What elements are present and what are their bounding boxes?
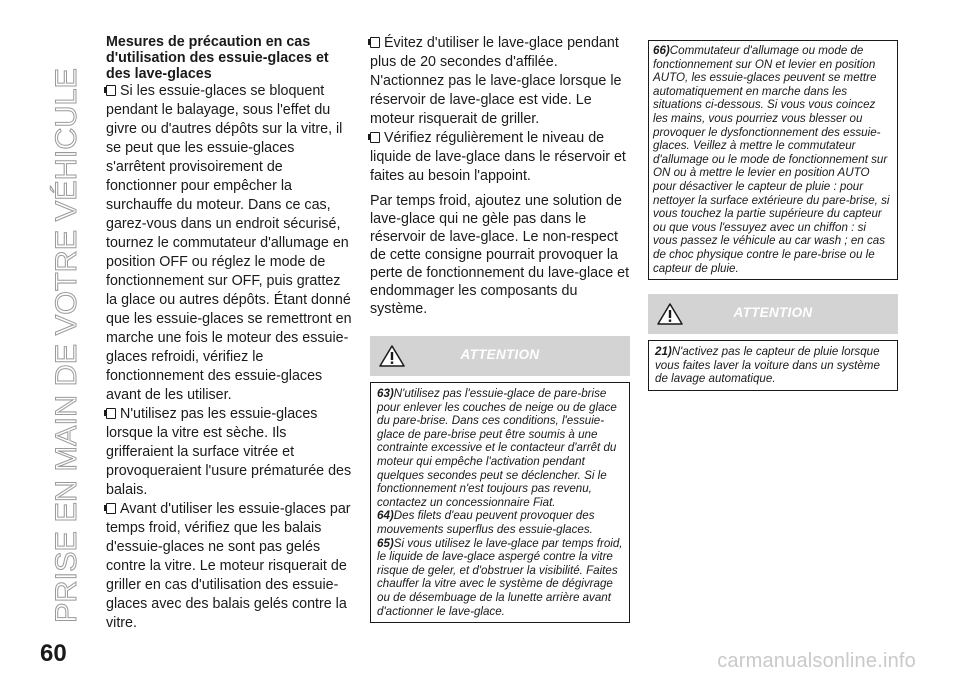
column-3 <box>648 40 898 391</box>
attention-header <box>370 336 630 376</box>
paragraph-5: Vérifiez régulièrement le niveau de liquide de lave-glace dans le réservoir et faites au besoin l'appoint. <box>370 130 626 184</box>
section-heading: Mesures de précaution en cas d'utilisation des essuie-glaces et des lave-glaces <box>106 34 329 82</box>
bullet-icon <box>106 85 116 96</box>
note-21: 21)N'activez pas le capteur de pluie lorsque vous faites laver la voiture dans un système de lavage automatique. <box>655 345 880 386</box>
watermark: carmanualsonline.info <box>717 650 916 672</box>
note-66: 66)Commutateur d'allumage ou mode de fonctionnement sur ON et levier en position AUTO, les essuie-glaces peuvent se mettre automatiquement en marche dans les situations ci-dessous. Si vous vous coincez les mains, vous pourriez vous blesser ou provoquer le dysfonctionnement des essuie-glaces. Veillez à mettre le commutateur d'allumage ou le mode de fonctionnement sur ON ou à mettre le levier en position AUTO pour désactiver le capteur de pluie : pour nettoyer la surface extérieure du pare-brise, si vous touchez la partie supérieure du capteur ou que vous l'essuyez avec un chiffon : si vous passez le véhicule au car wash ; en cas de choc physique contre le pare-brise ou le capteur de pluie. <box>653 44 890 275</box>
note-65: 65)Si vous utilisez le lave-glace par temps froid, le liquide de lave-glace aspergé contre la vitre risque de geler, et d'obstruer la visibilité. Faites chauffer la vitre avec le système de dégivrage ou de désembuage de la lunette arrière avant d'actionner le lave-glace. <box>377 536 623 618</box>
bullet-icon <box>106 408 116 419</box>
paragraph-2: N'utilisez pas les essuie-glaces lorsque la vitre est sèche. Ils grifferaient la surface vitrée et provoqueraient l'usure prématurée des balais. <box>106 406 352 498</box>
note-64: 64)Des filets d'eau peuvent provoquer des mouvements superflus des essuie-glaces. <box>377 509 595 536</box>
column-1 <box>106 34 352 633</box>
note-63: 63)N'utilisez pas l'essuie-glace de pare-brise pour enlever les couches de neige ou de glace du pare-brise. Dans ces conditions, l'essuie-glace de pare-brise peut être soumis à une contrainte excessive et le contacteur d'arrêt du moteur qui empêche l'activation pendant quelques secondes peut se déclencher. Si le fonctionnement n'est toujours pas revenu, contactez un concessionnaire Fiat. <box>377 387 617 509</box>
paragraph-3: Avant d'utiliser les essuie-glaces par temps froid, vérifiez que les balais d'essuie-glaces ne sont pas gelés contre la vitre. Le moteur risquerait de griller en cas d'utilisation des essuie-glaces avec des balais gelés contre la vitre. <box>106 501 351 631</box>
bullet-icon <box>370 37 380 48</box>
page-number: 60 <box>40 640 67 667</box>
attention-title-2: ATTENTION <box>733 305 813 321</box>
attention-header-2 <box>648 294 898 334</box>
bullet-icon <box>370 132 380 143</box>
paragraph-1: Si les essuie-glaces se bloquent pendant le balayage, sous l'effet du givre ou d'autres dépôts sur la vitre, il se peut que les essuie-glaces s'arrêtent provisoirement de fonctionner pour empêcher la surchauffe du moteur. Dans ce cas, garez-vous dans un endroit sécurisé, tournez le commutateur d'allumage en position OFF ou réglez le mode de fonctionnement sur OFF, puis grattez la glace ou autres dépôts. Étant donné que les essuie-glaces se remettront en marche une fois le moteur des essuie-glaces refroidi, vérifiez le fonctionnement des essuie-glaces avant de les utiliser. <box>106 83 352 403</box>
attention-block-2 <box>648 294 898 391</box>
paragraph-4: Évitez d'utiliser le lave-glace pendant plus de 20 secondes d'affilée. N'actionnez pas le lave-glace lorsque le réservoir de lave-glace est vide. Le moteur risquerait de griller. <box>370 35 622 127</box>
side-title <box>32 28 88 628</box>
note-66-box <box>648 40 898 280</box>
bullet-icon <box>106 503 116 514</box>
attention-notes-2 <box>648 340 898 391</box>
attention-notes <box>370 382 630 623</box>
attention-block <box>370 336 630 623</box>
side-title-text: PRISE EN MAIN DE VOTRE VÉHICULE <box>50 79 83 623</box>
column-2 <box>370 34 630 623</box>
attention-title: ATTENTION <box>460 347 540 362</box>
paragraph-6: Par temps froid, ajoutez une solution de lave-glace qui ne gèle pas dans le réservoir de lave-glace. Le non-respect de cette consigne pourrait provoquer la perte de fonctionnement du lave-glace et endommager les composants du système. <box>370 193 630 317</box>
